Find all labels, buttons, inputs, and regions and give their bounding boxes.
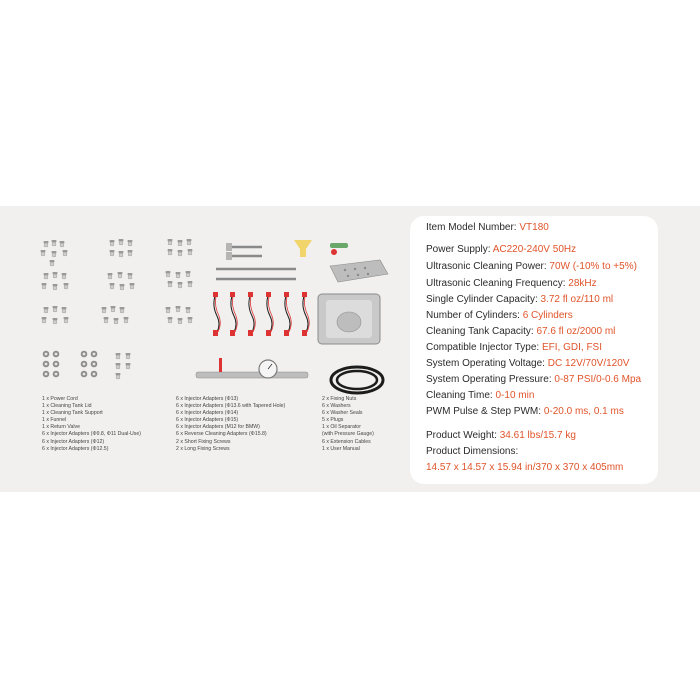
list-item: 6 x Injector Adapters (Φ15) [176, 417, 239, 424]
injector-adapter-icon [41, 239, 193, 324]
list-item: 2 x Long Fixing Screws [176, 445, 230, 452]
power-cord-icon [331, 367, 383, 393]
spec-dimensions-value: 14.57 x 14.57 x 15.94 in/370 x 370 x 405mm [426, 462, 624, 473]
list-item: 1 x Funnel [42, 417, 67, 424]
spec-weight: Product Weight: 34.61 lbs/15.7 kg [426, 430, 576, 441]
spec-power-supply: Power Supply: AC220-240V 50Hz [426, 244, 577, 255]
list-item: 6 x Extension Cables [322, 438, 371, 445]
spec-cleaning-time: Cleaning Time: 0-10 min [426, 390, 535, 401]
list-item: 1 x Cleaning Tank Support [42, 410, 103, 417]
contents-list-col3 [322, 396, 374, 453]
list-item: 1 x Return Valve [42, 424, 80, 431]
list-item: 1 x Oil Separator [322, 424, 361, 431]
spec-tank-capacity: Cleaning Tank Capacity: 67.6 fl oz/2000 ml [426, 326, 616, 337]
list-item: 6 x Washer Seals [322, 410, 363, 417]
spec-cylinder-count: Number of Cylinders: 6 Cylinders [426, 310, 573, 321]
spec-model-number: Item Model Number: VT180 [426, 222, 549, 233]
list-item: 2 x Fixing Nuts [322, 396, 357, 402]
list-item: 6 x Reverse Cleaning Adapters (Φ15.8) [176, 431, 267, 438]
extension-cable-icon [213, 292, 309, 336]
oil-separator-icon [196, 358, 308, 378]
spec-dimensions-label: Product Dimensions: [426, 446, 519, 457]
cleaning-tank-icon [318, 294, 380, 344]
list-item: 6 x Injector Adapters (M12 for BMW) [176, 424, 260, 431]
list-item: 6 x Injector Adapters (Φ14) [176, 410, 239, 417]
washer-icon [43, 351, 131, 379]
list-item: 1 x Cleaning Tank Lid [42, 403, 92, 410]
list-item: 6 x Washers [322, 403, 351, 410]
contents-list-col2 [176, 396, 285, 453]
contents-list-col1 [42, 396, 141, 453]
list-item: 6 x Injector Adapters (Φ12.5) [42, 445, 109, 452]
spec-pwm: PWM Pulse & Step PWM: 0-20.0 ms, 0.1 ms [426, 406, 624, 417]
list-item: 1 x Power Cord [42, 396, 78, 402]
list-item: 6 x Injector Adapters (Φ12) [42, 438, 105, 445]
funnel-icon [294, 240, 312, 257]
tank-lid-icon [330, 260, 388, 282]
list-item: 6 x Injector Adapters (Φ13) [176, 396, 239, 402]
list-item: 1 x User Manual [322, 445, 360, 452]
spec-operating-voltage: System Operating Voltage: DC 12V/70V/120V [426, 358, 630, 369]
screw-icon [216, 243, 296, 279]
list-item: 2 x Short Fixing Screws [176, 438, 231, 445]
spec-cylinder-capacity: Single Cylinder Capacity: 3.72 fl oz/110 ml [426, 294, 614, 305]
list-item: 6 x Injector Adapters (Φ13.6 with Tapered Hole) [176, 403, 286, 410]
list-item: 6 x Injector Adapters (Φ9.8, Φ11 Dual-Use) [42, 431, 142, 438]
spec-injector-type: Compatible Injector Type: EFI, GDI, FSI [426, 342, 603, 353]
return-valve-icon [330, 243, 348, 255]
spec-cleaning-power: Ultrasonic Cleaning Power: 70W (-10% to +5%) [426, 261, 637, 272]
spec-operating-pressure: System Operating Pressure: 0-87 PSI/0-0.6 Mpa [426, 374, 642, 385]
spec-cleaning-frequency: Ultrasonic Cleaning Frequency: 28kHz [426, 278, 597, 289]
list-item: (with Pressure Gauge) [322, 431, 374, 438]
list-item: 5 x Plugs [322, 417, 344, 424]
